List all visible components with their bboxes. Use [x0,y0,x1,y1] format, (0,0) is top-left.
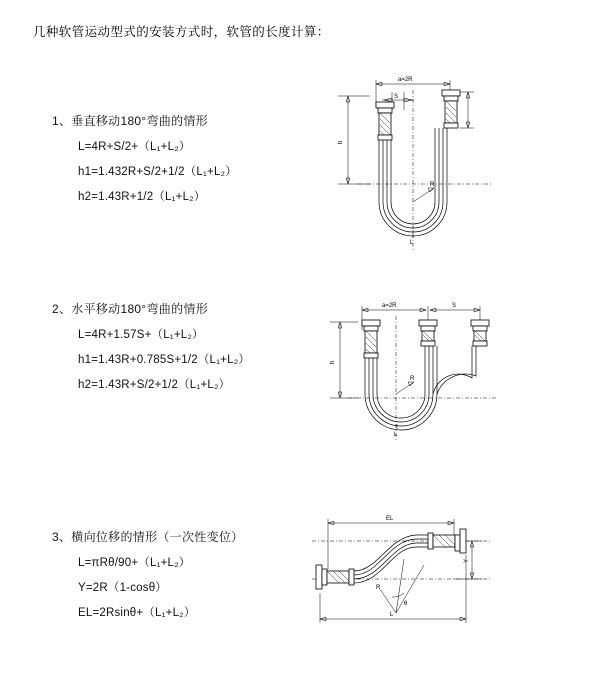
section-3 [52,528,243,629]
section-1-formula-3: h2=1.43R+1/2（L₁+L₂） [78,191,206,203]
figure-2-right-flange [471,320,489,346]
page-title: 几种软管运动型式的安装方式时，软管的长度计算： [33,25,330,39]
figure-1-inner-dim-label: S [394,94,399,100]
figure-2-side-dim-label: h [330,360,336,364]
figure-2-horizontal-180-bend [318,290,518,450]
figure-2-top-dim-label: a=2R [382,303,397,309]
figure-3-angle-leader [392,559,424,613]
figure-3-bottom-dimension [320,555,466,623]
figure-3-top-dim-label: EL [386,516,394,522]
section-1-heading: 1、垂直移动180°弯曲的情形 [52,114,208,128]
figure-3-lateral-offset [296,505,506,635]
figure-1-left-flange [376,102,394,140]
figure-3-bottom-label: L [390,612,394,618]
section-2-formula-3: h2=1.43R+S/2+1/2（L₁+L₂） [78,379,231,391]
section-2-heading: 2、水平移动180°弯曲的情形 [52,302,208,316]
section-3-formula-1: L=πRθ/90+（L₁+L₂） [78,557,191,569]
section-2-formula-1: L=4R+1.57S+（L₁+L₂） [78,329,204,341]
figure-2-radius-label: R [410,376,415,382]
section-1 [52,112,237,213]
figure-3-hose [354,535,428,583]
figure-1-side-dim-label: h [338,140,344,144]
figure-1-side-dimension [338,96,370,184]
figure-1-top-dim-label: a=2R [398,77,413,83]
figure-1-right-flange [442,90,474,128]
section-3-formula-2: Y=2R（1-cosθ） [78,582,168,594]
section-3-heading: 3、横向位移的情形（一次性变位） [52,530,244,544]
figure-3-angle-label: θ [404,601,408,607]
figure-2-middle-flange [419,320,437,346]
figure-3-side-dim-label: Y [464,558,470,563]
figure-3-radius-label: R [376,585,381,591]
figure-1-bottom-label: L [410,240,414,246]
section-2-formula-2: h1=1.43R+0.785S+1/2（L₁+L₂） [78,354,251,366]
figure-3-left-flange [316,565,354,589]
section-1-formula-2: h1=1.432R+S/2+1/2（L₁+L₂） [78,166,237,178]
section-1-formula-1: L=4R+S/2+（L₁+L₂） [78,141,191,153]
figure-2-top-dim2-label: S [452,303,457,309]
figure-1-vertical-180-bend [318,62,518,267]
figure-2-side-dimension [330,322,358,398]
figure-3-right-flange [428,529,466,553]
section-2 [52,300,250,401]
figure-3-radius-leader [376,585,396,613]
figure-1-radius-leader [413,182,435,202]
figure-2-bottom-label: L [394,432,398,438]
figure-2-radius-leader [396,376,415,394]
figure-1-radius-label: R [430,182,435,188]
figure-2-left-flange [362,320,380,358]
section-3-formula-3: EL=2Rsinθ+（L₁+L₂） [78,607,196,619]
figure-2-hose [365,346,476,430]
